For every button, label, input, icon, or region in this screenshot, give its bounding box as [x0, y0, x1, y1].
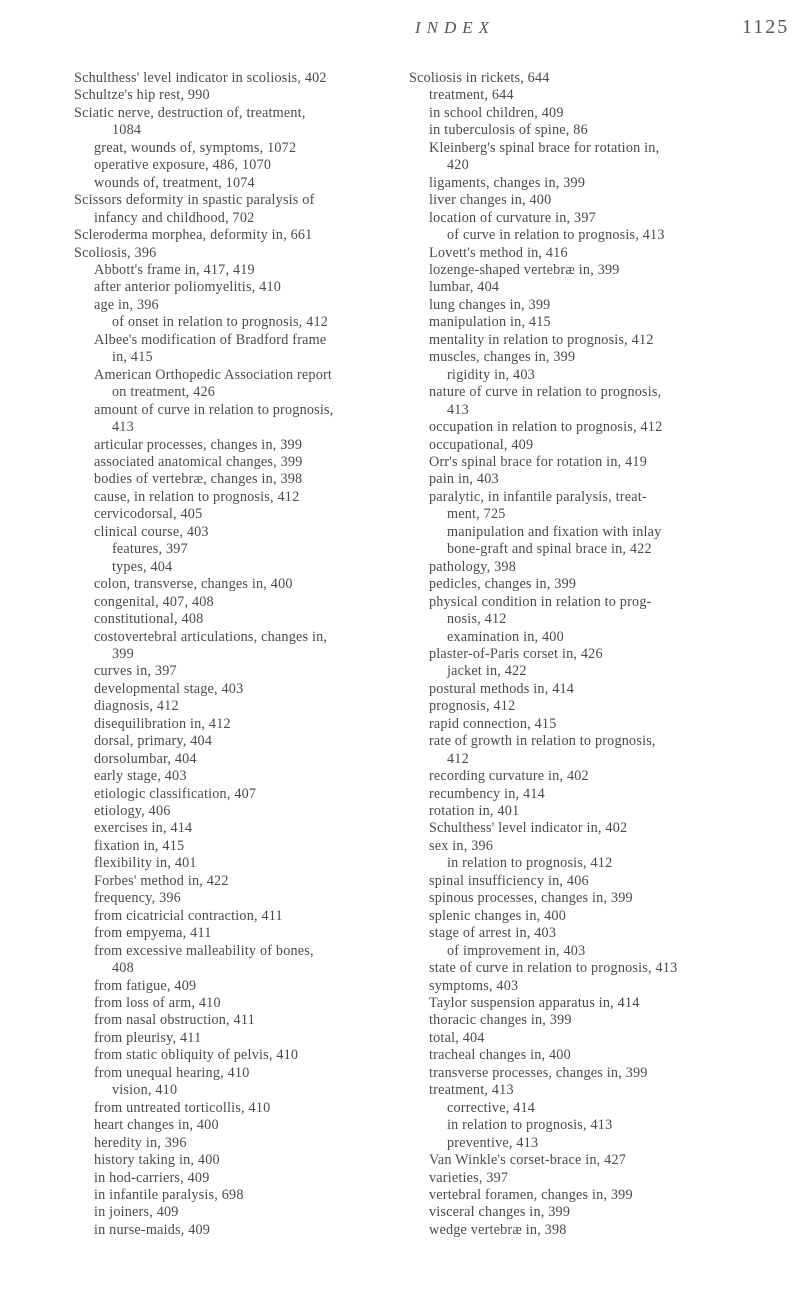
index-entry: Kleinberg's spinal brace for rotation in, [429, 139, 660, 156]
index-entry: Schultze's hip rest, 990 [74, 87, 210, 104]
index-entry: congenital, 407, 408 [94, 593, 214, 610]
index-entry: Abbott's frame in, 417, 419 [94, 261, 255, 278]
index-entry: ligaments, changes in, 399 [429, 174, 586, 191]
index-entry: plaster-of-Paris corset in, 426 [429, 645, 603, 662]
index-entry: lumbar, 404 [429, 279, 500, 296]
index-entry: in, 415 [112, 349, 153, 366]
index-entry: occupation in relation to prognosis, 412 [429, 419, 663, 436]
index-entry: in school children, 409 [429, 104, 564, 121]
index-entry: operative exposure, 486, 1070 [94, 157, 272, 174]
index-entry: pain in, 403 [429, 471, 499, 488]
index-entry: Orr's spinal brace for rotation in, 419 [429, 453, 647, 470]
index-entry: examination in, 400 [447, 628, 564, 645]
index-entry: from excessive malleability of bones, [94, 942, 314, 959]
index-entry: lung changes in, 399 [429, 296, 551, 313]
index-entry: lozenge-shaped vertebræ in, 399 [429, 261, 620, 278]
index-entry: cause, in relation to prognosis, 412 [94, 488, 300, 505]
index-entry: dorsal, primary, 404 [94, 733, 213, 750]
index-entry: Scoliosis, 396 [74, 244, 157, 261]
index-entry: etiologic classification, 407 [94, 785, 257, 802]
index-entry: manipulation in, 415 [429, 314, 551, 331]
index-entry: from pleurisy, 411 [94, 1029, 202, 1046]
index-entry: etiology, 406 [94, 803, 171, 820]
index-entry: mentality in relation to prognosis, 412 [429, 331, 654, 348]
index-entry: manipulation and fixation with inlay [447, 523, 662, 540]
index-column-right [409, 70, 789, 1239]
index-entry: bone-graft and spinal brace in, 422 [447, 541, 652, 558]
index-entry: treatment, 413 [429, 1082, 514, 1099]
index-entry: from unequal hearing, 410 [94, 1064, 250, 1081]
index-entry: developmental stage, 403 [94, 680, 244, 697]
index-entry: paralytic, in infantile paralysis, treat- [429, 488, 647, 505]
index-entry: exercises in, 414 [94, 820, 193, 837]
index-entry: pedicles, changes in, 399 [429, 576, 577, 593]
index-entry: Albee's modification of Bradford frame [94, 331, 327, 348]
index-entry: of improvement in, 403 [447, 942, 586, 959]
index-entry: in joiners, 409 [94, 1204, 179, 1221]
index-entry: rigidity in, 403 [447, 366, 535, 383]
index-entry: Schulthess' level indicator in scoliosis, 402 [74, 70, 327, 86]
index-entry: Taylor suspension apparatus in, 414 [429, 995, 640, 1012]
page-header [0, 12, 800, 42]
index-entry: jacket in, 422 [447, 663, 527, 680]
index-entry: ment, 725 [447, 506, 506, 523]
index-entry: in infantile paralysis, 698 [94, 1187, 244, 1203]
index-entry: 408 [112, 960, 134, 977]
index-entry: 412 [447, 750, 469, 767]
index-entry: Scoliosis in rickets, 644 [409, 70, 550, 86]
index-entry: in tuberculosis of spine, 86 [429, 122, 588, 139]
index-entry: history taking in, 400 [94, 1152, 220, 1169]
index-entry: varieties, 397 [429, 1169, 509, 1186]
index-entry: fixation in, 415 [94, 837, 185, 854]
running-title: INDEX [415, 18, 496, 37]
index-entry: after anterior poliomyelitis, 410 [94, 279, 282, 296]
index-entry: age in, 396 [94, 296, 159, 313]
index-entry: treatment, 644 [429, 87, 514, 104]
index-entry: prognosis, 412 [429, 698, 516, 715]
index-entry: occupational, 409 [429, 436, 534, 453]
index-entry: muscles, changes in, 399 [429, 349, 576, 366]
index-entry: in hod-carriers, 409 [94, 1169, 210, 1186]
index-entry: location of curvature in, 397 [429, 209, 596, 226]
index-entry: transverse processes, changes in, 399 [429, 1064, 648, 1081]
index-entry: stage of arrest in, 403 [429, 925, 557, 942]
index-entry: thoracic changes in, 399 [429, 1012, 572, 1029]
index-entry: frequency, 396 [94, 890, 181, 907]
index-entry: total, 404 [429, 1029, 485, 1046]
index-entry: from cicatricial contraction, 411 [94, 907, 283, 924]
index-entry: recording curvature in, 402 [429, 768, 589, 785]
index-entry: from empyema, 411 [94, 925, 212, 942]
index-entry: in nurse-maids, 409 [94, 1221, 211, 1238]
index-entry: great, wounds of, symptoms, 1072 [94, 139, 297, 156]
index-entry: infancy and childhood, 702 [94, 209, 255, 226]
index-entry: on treatment, 426 [112, 384, 216, 401]
page-number: 1125 [742, 16, 790, 38]
index-entry: clinical course, 403 [94, 523, 209, 540]
index-entry: wedge vertebræ in, 398 [429, 1221, 567, 1238]
index-entry: flexibility in, 401 [94, 855, 197, 872]
index-entry: Sciatic nerve, destruction of, treatment, [74, 104, 306, 121]
index-entry: rotation in, 401 [429, 803, 520, 820]
index-entry: Lovett's method in, 416 [429, 244, 568, 261]
index-entry: physical condition in relation to prog- [429, 593, 652, 610]
index-entry: 413 [447, 401, 469, 418]
index-entry: Scissors deformity in spastic paralysis of [74, 192, 315, 209]
index-entry: Forbes' method in, 422 [94, 872, 229, 889]
index-entry: spinous processes, changes in, 399 [429, 890, 633, 907]
index-entry: articular processes, changes in, 399 [94, 436, 303, 453]
index-entry: 420 [447, 157, 469, 174]
index-entry: wounds of, treatment, 1074 [94, 174, 255, 191]
index-entry: of curve in relation to prognosis, 413 [447, 227, 665, 244]
index-entry: tracheal changes in, 400 [429, 1047, 571, 1064]
index-entry: vertebral foramen, changes in, 399 [429, 1187, 633, 1203]
index-entry: disequilibration in, 412 [94, 715, 231, 732]
index-entry: heredity in, 396 [94, 1134, 187, 1151]
index-entry: heart changes in, 400 [94, 1117, 219, 1134]
index-entry: postural methods in, 414 [429, 680, 575, 697]
index-entry: from untreated torticollis, 410 [94, 1099, 271, 1116]
index-entry: constitutional, 408 [94, 611, 204, 628]
index-entry: in relation to prognosis, 413 [447, 1117, 613, 1134]
index-entry: from static obliquity of pelvis, 410 [94, 1047, 299, 1064]
index-entry: spinal insufficiency in, 406 [429, 872, 589, 889]
index-entry: preventive, 413 [447, 1134, 539, 1151]
index-entry: types, 404 [112, 558, 173, 575]
index-entry: bodies of vertebræ, changes in, 398 [94, 471, 303, 488]
index-entry: from nasal obstruction, 411 [94, 1012, 255, 1029]
index-entry: liver changes in, 400 [429, 192, 552, 209]
index-entry: from loss of arm, 410 [94, 995, 221, 1012]
index-entry: American Orthopedic Association report [94, 366, 333, 383]
index-entry: splenic changes in, 400 [429, 907, 566, 924]
index-entry: associated anatomical changes, 399 [94, 453, 303, 470]
index-entry: Van Winkle's corset-brace in, 427 [429, 1152, 627, 1169]
index-entry: vision, 410 [112, 1082, 178, 1099]
index-entry: colon, transverse, changes in, 400 [94, 576, 293, 593]
index-entry: visceral changes in, 399 [429, 1204, 571, 1221]
index-entry: amount of curve in relation to prognosis, [94, 401, 334, 418]
index-entry: of onset in relation to prognosis, 412 [112, 314, 329, 331]
index-entry: from fatigue, 409 [94, 977, 197, 994]
index-entry: early stage, 403 [94, 768, 187, 785]
index-entry: state of curve in relation to prognosis, 413 [429, 960, 678, 977]
index-entry: features, 397 [112, 541, 188, 558]
index-entry: rate of growth in relation to prognosis, [429, 733, 656, 750]
index-entry: cervicodorsal, 405 [94, 506, 203, 523]
index-column-left [74, 70, 434, 1239]
index-entry: corrective, 414 [447, 1099, 536, 1116]
index-entry: costovertebral articulations, changes in, [94, 628, 328, 645]
index-entry: diagnosis, 412 [94, 698, 179, 715]
index-entry: dorsolumbar, 404 [94, 750, 197, 767]
index-entry: rapid connection, 415 [429, 715, 557, 732]
index-entry: in relation to prognosis, 412 [447, 855, 613, 872]
index-entry: nosis, 412 [447, 611, 507, 628]
index-entry: Scleroderma morphea, deformity in, 661 [74, 227, 313, 244]
index-entry: sex in, 396 [429, 837, 494, 854]
index-entry: curves in, 397 [94, 663, 177, 680]
index-entry: 1084 [112, 122, 142, 139]
index-entry: symptoms, 403 [429, 977, 519, 994]
index-entry: pathology, 398 [429, 558, 516, 575]
index-entry: Schulthess' level indicator in, 402 [429, 820, 628, 837]
index-entry: 399 [112, 645, 134, 662]
index-entry: 413 [112, 419, 134, 436]
index-entry: nature of curve in relation to prognosis, [429, 384, 662, 401]
index-entry: recumbency in, 414 [429, 785, 545, 802]
